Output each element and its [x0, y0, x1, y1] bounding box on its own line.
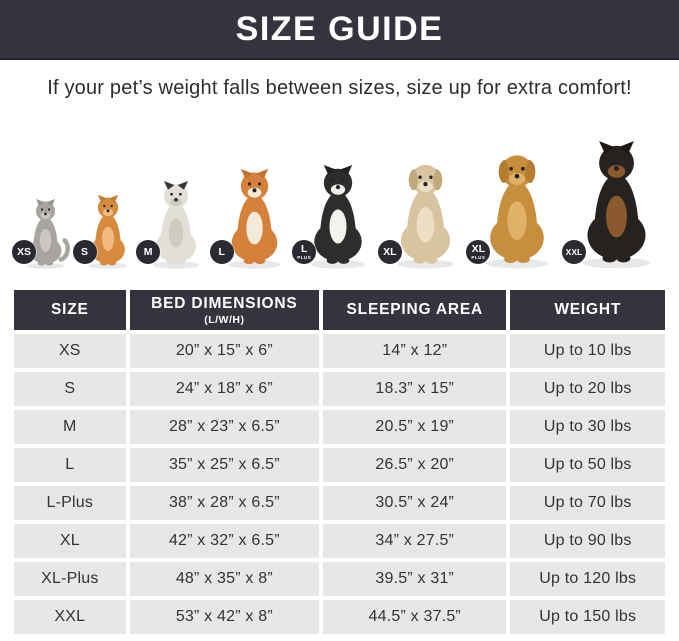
weight-cell: Up to 120 lbs	[510, 562, 665, 596]
sleeping-area-cell: 14” x 12”	[323, 334, 506, 368]
pet-figure-pomeranian	[81, 194, 135, 270]
size-badge-label: L	[301, 243, 308, 255]
column-header-weight	[510, 290, 665, 330]
size-badge	[136, 240, 160, 264]
pet-figure-golden-retriever	[471, 150, 560, 270]
size-badge-plus-label: PLUS	[471, 254, 486, 260]
bed-dimensions-cell: 35” x 25” x 6.5”	[130, 448, 319, 482]
weight-cell: Up to 20 lbs	[510, 372, 665, 406]
size-badge	[12, 240, 36, 264]
size-table	[14, 290, 665, 634]
pet-figure-doberman	[565, 140, 663, 270]
size-badge-label: XS	[16, 245, 31, 258]
bed-dimensions-cell: 28” x 23” x 6.5”	[130, 410, 319, 444]
bed-dimensions-cell: 53” x 42” x 8”	[130, 600, 319, 634]
size-cell: XS	[14, 334, 126, 368]
weight-cell: Up to 30 lbs	[510, 410, 665, 444]
size-badge-label: S	[81, 245, 89, 258]
column-header-bed-dimensions	[130, 290, 319, 330]
size-cell: XXL	[14, 600, 126, 634]
size-badge-label: XL	[471, 243, 486, 255]
size-badge	[562, 240, 586, 264]
sleeping-area-cell: 20.5” x 19”	[323, 410, 506, 444]
size-badge	[210, 240, 234, 264]
column-header-label: SLEEPING AREA	[346, 301, 483, 318]
size-badge-label: M	[143, 245, 153, 258]
sleeping-area-cell: 26.5” x 20”	[323, 448, 506, 482]
bed-dimensions-cell: 20” x 15” x 6”	[130, 334, 319, 368]
sleeping-area-cell: 44.5” x 37.5”	[323, 600, 506, 634]
table-row	[14, 600, 665, 634]
table-header-row	[14, 290, 665, 330]
column-header-sleeping-area	[323, 290, 506, 330]
column-header-subtext: (L/W/H)	[204, 313, 245, 326]
bed-dimensions-cell: 48” x 35” x 8”	[130, 562, 319, 596]
table-row	[14, 562, 665, 596]
weight-cell: Up to 150 lbs	[510, 600, 665, 634]
column-header-label: WEIGHT	[554, 301, 622, 318]
pet-figure-cat	[16, 198, 71, 270]
size-cell: XL	[14, 524, 126, 558]
table-row	[14, 486, 665, 520]
column-header-size	[14, 290, 126, 330]
size-cell: L-Plus	[14, 486, 126, 520]
size-cell: S	[14, 372, 126, 406]
pet-figure-labrador	[383, 160, 465, 270]
weight-cell: Up to 50 lbs	[510, 448, 665, 482]
table-row	[14, 334, 665, 368]
sleeping-area-cell: 18.3” x 15”	[323, 372, 506, 406]
sleeping-area-cell: 39.5” x 31”	[323, 562, 506, 596]
column-header-label: SIZE	[50, 301, 89, 318]
size-badge	[73, 240, 97, 264]
column-header-label: BED DIMENSIONS	[151, 294, 298, 312]
subtitle: If your pet’s weight falls between sizes, size up for extra comfort!	[47, 77, 632, 99]
weight-cell: Up to 70 lbs	[510, 486, 665, 520]
pet-figure-shiba-inu	[218, 168, 291, 270]
table-row	[14, 524, 665, 558]
header-banner	[0, 0, 679, 60]
weight-cell: Up to 10 lbs	[510, 334, 665, 368]
size-badge	[378, 240, 402, 264]
pet-figure-border-collie	[297, 164, 376, 270]
pet-size-lineup	[16, 100, 663, 270]
size-badge-label: XL	[383, 245, 397, 258]
table-row	[14, 410, 665, 444]
weight-cell: Up to 90 lbs	[510, 524, 665, 558]
size-cell: M	[14, 410, 126, 444]
bed-dimensions-cell: 24” x 18” x 6”	[130, 372, 319, 406]
size-cell: XL-Plus	[14, 562, 126, 596]
pet-figure-french-bulldog	[144, 180, 208, 270]
size-badge-label: XXL	[565, 246, 583, 257]
table-row	[14, 448, 665, 482]
size-cell: L	[14, 448, 126, 482]
bed-dimensions-cell: 38” x 28” x 6.5”	[130, 486, 319, 520]
size-badge-label: L	[218, 245, 225, 258]
table-row	[14, 372, 665, 406]
sleeping-area-cell: 30.5” x 24”	[323, 486, 506, 520]
table-body	[14, 334, 665, 634]
size-badge-plus-label: PLUS	[297, 254, 312, 260]
bed-dimensions-cell: 42” x 32” x 6.5”	[130, 524, 319, 558]
page-title: SIZE GUIDE	[235, 9, 444, 48]
sleeping-area-cell: 34” x 27.5”	[323, 524, 506, 558]
